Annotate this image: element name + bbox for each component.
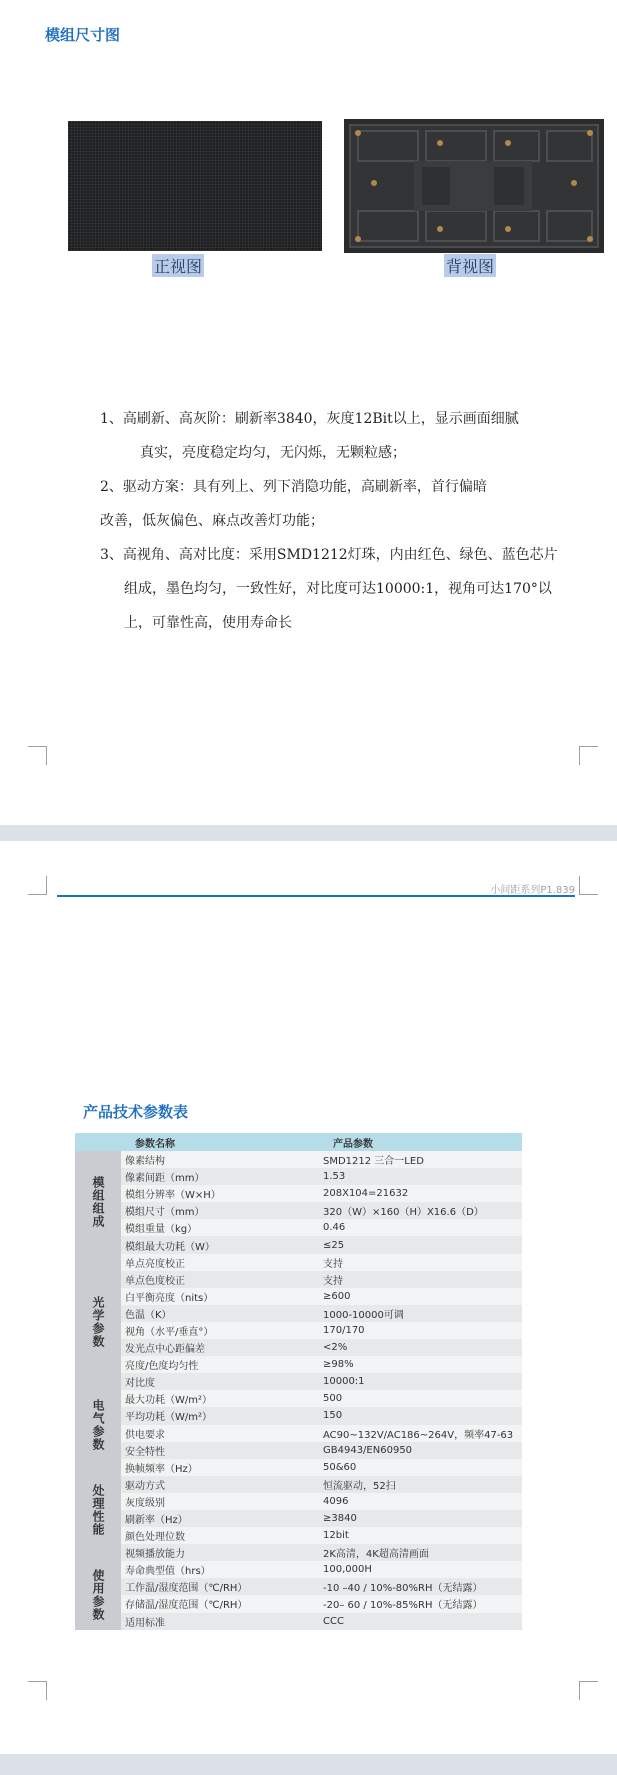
param-name-cell: 视角（水平/垂直°）: [121, 1322, 319, 1339]
table-row: [75, 1613, 522, 1630]
param-value-cell: ≥98%: [319, 1356, 522, 1373]
feature-paragraph-line: 改善，低灰偏色、麻点改善灯功能；: [100, 513, 324, 529]
table-row: [75, 1168, 522, 1185]
header-series-label: 小间距系列P1.839: [490, 885, 575, 896]
table-row: [75, 1476, 522, 1493]
param-name-cell: 发光点中心距偏差: [121, 1339, 319, 1356]
spec-table-header-row: [75, 1133, 522, 1151]
param-name-cell: 模组最大功耗（W）: [121, 1236, 319, 1253]
category-cell: 处理性能: [75, 1459, 121, 1562]
front-view-caption: 正视图: [152, 254, 204, 277]
category-cell: 光学参数: [75, 1254, 121, 1391]
param-value-cell: 50&60: [319, 1459, 522, 1476]
header-blank: [75, 1133, 121, 1151]
module-back-view-image: [344, 119, 604, 253]
table-row: [75, 1373, 522, 1390]
category-cell: 模组组成: [75, 1151, 121, 1254]
feature-paragraph-line: 上，可靠性高，使用寿命长: [124, 615, 292, 631]
param-name-cell: 工作温/湿度范围（℃/RH）: [121, 1578, 319, 1595]
param-name-cell: 安全特性: [121, 1442, 319, 1459]
table-row: [75, 1544, 522, 1561]
table-row: [75, 1390, 522, 1407]
param-name-cell: 模组重量（kg）: [121, 1219, 319, 1236]
param-value-cell: 4096: [319, 1493, 522, 1510]
table-row: [75, 1561, 522, 1578]
param-value-cell: 150: [319, 1407, 522, 1424]
param-name-cell: 驱动方式: [121, 1476, 319, 1493]
param-name-cell: 色温（K）: [121, 1305, 319, 1322]
page-corner-mark: [28, 746, 47, 765]
param-name-cell: 灰度级别: [121, 1493, 319, 1510]
table-row: [75, 1407, 522, 1424]
column-header-param-name: 参数名称: [121, 1133, 319, 1151]
table-row: [75, 1442, 522, 1459]
table-row: [75, 1305, 522, 1322]
param-value-cell: 170/170: [319, 1322, 522, 1339]
category-cell: 电气参数: [75, 1390, 121, 1458]
spec-table: [75, 1133, 522, 1630]
page-corner-mark: [579, 1681, 598, 1700]
table-row: [75, 1527, 522, 1544]
table-row: [75, 1510, 522, 1527]
param-value-cell: 0.46: [319, 1219, 522, 1236]
feature-paragraph-line: 2、驱动方案：具有列上、列下消隐功能，高刷新率，首行偏暗: [100, 479, 487, 495]
feature-paragraph-line: 1、高刷新、高灰阶：刷新率3840，灰度12Bit以上，显示画面细腻: [100, 411, 519, 427]
param-name-cell: 模组尺寸（mm）: [121, 1202, 319, 1219]
document-page-1: [0, 0, 617, 825]
table-row: [75, 1425, 522, 1442]
param-name-cell: 对比度: [121, 1373, 319, 1390]
table-row: [75, 1254, 522, 1271]
param-name-cell: 颜色处理位数: [121, 1527, 319, 1544]
param-value-cell: ≥600: [319, 1288, 522, 1305]
table-row: [75, 1339, 522, 1356]
param-name-cell: 适用标准: [121, 1613, 319, 1630]
param-value-cell: -10 –40 / 10%-80%RH（无结露）: [319, 1578, 522, 1595]
page-corner-mark: [28, 876, 47, 895]
feature-paragraph-line: 3、高视角、高对比度：采用SMD1212灯珠，内由红色、绿色、蓝色芯片: [100, 547, 558, 563]
param-name-cell: 刷新率（Hz）: [121, 1510, 319, 1527]
table-row: [75, 1459, 522, 1476]
table-row: [75, 1236, 522, 1253]
page-separator: [0, 825, 617, 841]
table-row: [75, 1219, 522, 1236]
param-name-cell: 单点亮度校正: [121, 1254, 319, 1271]
param-name-cell: 单点色度校正: [121, 1271, 319, 1288]
param-value-cell: 1000-10000可调: [319, 1305, 522, 1322]
param-name-cell: 供电要求: [121, 1425, 319, 1442]
param-value-cell: SMD1212 三合一LED: [319, 1151, 522, 1168]
param-value-cell: 320（W）×160（H）X16.6（D）: [319, 1202, 522, 1219]
page-corner-mark: [579, 876, 598, 895]
spec-table-body: [75, 1151, 522, 1630]
param-value-cell: 208X104=21632: [319, 1185, 522, 1202]
section-title-spec-table: 产品技术参数表: [83, 1103, 189, 1121]
page-corner-mark: [28, 1681, 47, 1700]
param-name-cell: 平均功耗（W/m²）: [121, 1407, 319, 1424]
feature-paragraph-line: 组成，墨色均匀，一致性好，对比度可达10000:1，视角可达170°以: [124, 581, 552, 597]
table-row: [75, 1578, 522, 1595]
param-value-cell: AC90~132V/AC186~264V，频率47-63: [319, 1425, 522, 1442]
param-value-cell: ≤25: [319, 1236, 522, 1253]
param-value-cell: CCC: [319, 1613, 522, 1630]
param-value-cell: 2K高清，4K超高清画面: [319, 1544, 522, 1561]
table-row: [75, 1356, 522, 1373]
param-name-cell: 亮度/色度均匀性: [121, 1356, 319, 1373]
back-view-caption: 背视图: [444, 254, 496, 277]
table-row: [75, 1322, 522, 1339]
param-name-cell: 白平衡亮度（nits）: [121, 1288, 319, 1305]
param-name-cell: 最大功耗（W/m²）: [121, 1390, 319, 1407]
page-separator: [0, 1754, 617, 1775]
table-row: [75, 1595, 522, 1612]
table-row: [75, 1202, 522, 1219]
module-front-view-image: [68, 121, 322, 251]
param-value-cell: 12bit: [319, 1527, 522, 1544]
param-value-cell: -20– 60 / 10%-85%RH（无结露）: [319, 1595, 522, 1612]
param-value-cell: GB4943/EN60950: [319, 1442, 522, 1459]
table-row: [75, 1151, 522, 1168]
param-value-cell: 1.53: [319, 1168, 522, 1185]
table-row: [75, 1271, 522, 1288]
param-value-cell: 支持: [319, 1254, 522, 1271]
column-header-param-value: 产品参数: [319, 1133, 522, 1151]
param-value-cell: 10000:1: [319, 1373, 522, 1390]
param-value-cell: 支持: [319, 1271, 522, 1288]
category-cell: 使用参数: [75, 1561, 121, 1629]
table-row: [75, 1288, 522, 1305]
table-row: [75, 1185, 522, 1202]
feature-paragraph-line: 真实，亮度稳定均匀，无闪烁，无颗粒感；: [140, 445, 406, 461]
param-name-cell: 模组分辨率（W×H）: [121, 1185, 319, 1202]
param-name-cell: 像素结构: [121, 1151, 319, 1168]
param-name-cell: 存储温/湿度范围（℃/RH）: [121, 1595, 319, 1612]
table-row: [75, 1493, 522, 1510]
param-value-cell: 恒流驱动，52扫: [319, 1476, 522, 1493]
param-name-cell: 视频播放能力: [121, 1544, 319, 1561]
param-name-cell: 寿命典型值（hrs）: [121, 1561, 319, 1578]
param-name-cell: 像素间距（mm）: [121, 1168, 319, 1185]
page-corner-mark: [579, 746, 598, 765]
section-title-module-size: 模组尺寸图: [45, 26, 121, 44]
param-value-cell: ≥3840: [319, 1510, 522, 1527]
header-rule: [57, 895, 575, 897]
param-value-cell: <2%: [319, 1339, 522, 1356]
param-value-cell: 100,000H: [319, 1561, 522, 1578]
param-value-cell: 500: [319, 1390, 522, 1407]
param-name-cell: 换帧频率（Hz）: [121, 1459, 319, 1476]
